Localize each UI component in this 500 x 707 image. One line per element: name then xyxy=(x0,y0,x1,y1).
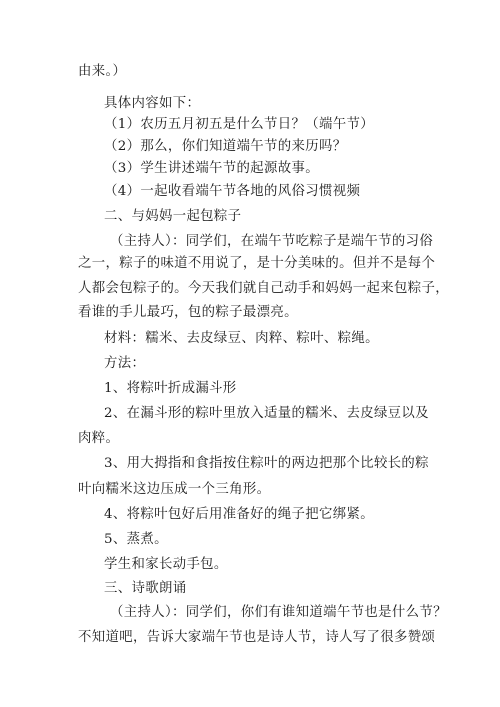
list-item: 4、将粽叶包好后用准备好的绳子把它绑紧。 xyxy=(104,507,374,522)
list-item: （4）一起收看端午节各地的风俗习惯视频 xyxy=(104,184,361,199)
text-line: 叶向糯米这边压成一个三角形。 xyxy=(78,482,271,497)
text-line: 之一，粽子的味道不用说了，是十分美味的。但并不是每个 xyxy=(78,256,436,271)
list-item: 2、在漏斗形的粽叶里放入适量的糯米、去皮绿豆以及 xyxy=(104,406,429,421)
text-line: 由来。） xyxy=(78,64,127,79)
list-item: （3）学生讲述端午节的起源故事。 xyxy=(104,161,319,176)
list-item: （1）农历五月初五是什么节日？（端午节） xyxy=(104,117,374,132)
text-line: 具体内容如下： xyxy=(104,96,201,111)
text-line: 看谁的手儿最巧，包的粽子最漂亮。 xyxy=(78,305,298,320)
text-line: 肉粹。 xyxy=(78,431,120,446)
list-item: （2）那么，你们知道端午节的来历吗？ xyxy=(104,139,347,154)
text-line: 方法： xyxy=(104,356,146,371)
text-line: 不知道吧，告诉大家端午节也是诗人节，诗人写了很多赞颂 xyxy=(78,630,436,645)
text-line: 人都会包粽子的。今天我们就自己动手和妈妈一起来包粽子， xyxy=(78,281,449,296)
section-heading: 三、诗歌朗诵 xyxy=(104,581,187,596)
text-line: 材料：糯米、去皮绿豆、肉粹、粽叶、粽绳。 xyxy=(104,331,379,346)
list-item: 5、蒸煮。 xyxy=(104,532,168,547)
list-item: 1、将粽叶折成漏斗形 xyxy=(104,381,237,396)
list-item: 3、用大拇指和食指按住粽叶的两边把那个比较长的粽 xyxy=(104,456,429,471)
text-line: （主持人）：同学们，在端午节吃粽子是端午节的习俗 xyxy=(110,234,434,249)
text-line: （主持人）：同学们，你们有谁知道端午节也是什么节？ xyxy=(110,605,447,620)
text-line: 学生和家长动手包。 xyxy=(104,557,228,572)
section-heading: 二、与妈妈一起包粽子 xyxy=(104,209,242,224)
